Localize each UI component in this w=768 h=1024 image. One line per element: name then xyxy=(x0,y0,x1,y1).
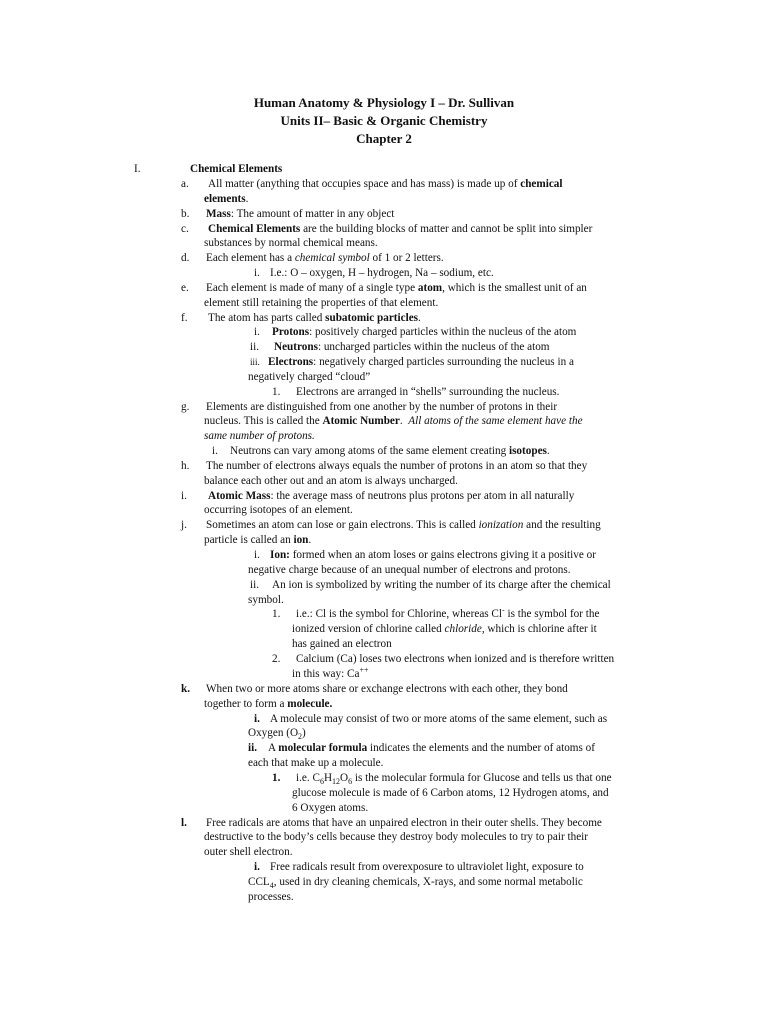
item-b-text: Mass: The amount of matter in any object xyxy=(206,208,395,220)
item-d-i-text: I.e.: O – oxygen, H – hydrogen, Na – sodium, etc. xyxy=(270,267,494,279)
item-c-line2: substances by normal chemical means. xyxy=(204,237,378,249)
section-title: Chemical Elements xyxy=(190,163,283,175)
item-e-line1: Each element is made of many of a single type atom, which is the smallest unit of an xyxy=(206,282,587,294)
item-j-2-line2: in this way: Ca++ xyxy=(292,665,369,680)
item-k-i-line1: A molecule may consist of two or more atoms of the same element, such as xyxy=(270,713,608,725)
item-k-i-line2: Oxygen $(O_2)$ xyxy=(248,727,306,742)
item-k-ii-line2: each that make up a molecule. xyxy=(248,757,384,769)
item-i-line1: Atomic Mass: the average mass of neutrons plus protons per atom in all naturally xyxy=(208,490,575,502)
item-k-1-line1: i.e. $C_6H_{12}O_6$ is the molecular formula for Glucose and tells us that one xyxy=(296,772,612,787)
item-h-line1: The number of electrons always equals the number of protons in an atom so that they xyxy=(206,460,588,472)
item-l-i-line1: Free radicals result from overexposure to ultraviolet light, exposure to xyxy=(270,861,584,873)
item-f-iii-line1: Electrons: negatively charged particles surrounding the nucleus in a xyxy=(268,356,574,368)
item-j-ii-line2: symbol. xyxy=(248,594,284,606)
item-j-2-label: 2. xyxy=(272,653,281,665)
item-g-line1: Elements are distinguished from one another by the number of protons in their xyxy=(206,401,558,413)
item-f-iii-line2: negatively charged “cloud” xyxy=(248,371,371,383)
item-e-label: e. xyxy=(181,282,189,294)
item-k-ii-label: ii. xyxy=(248,742,258,754)
item-f-text: The atom has parts called subatomic particles. xyxy=(208,312,421,324)
item-k-ii-line1: A molecular formula indicates the elements and the number of atoms of xyxy=(268,742,595,754)
item-l-line1: Free radicals are atoms that have an unpaired electron in their outer shells. They become xyxy=(206,817,602,829)
item-j-1-line3: has gained an electron xyxy=(292,638,392,650)
item-j-ii-line1: An ion is symbolized by writing the number of its charge after the chemical xyxy=(272,579,611,591)
item-k-1-line2: glucose molecule is made of 6 Carbon atoms, 12 Hydrogen atoms, and xyxy=(292,787,609,799)
item-f-1-text: Electrons are arranged in “shells” surrounding the nucleus. xyxy=(296,386,560,398)
item-j-ii-label: ii. xyxy=(250,579,260,591)
item-f-1-label: 1. xyxy=(272,386,281,398)
item-j-1-label: 1. xyxy=(272,608,281,620)
item-j-2-line1: Calcium (Ca) loses two electrons when ionized and is therefore written xyxy=(296,653,615,665)
item-f-iii-label: iii. xyxy=(250,357,260,367)
doc-subtitle: Units II– Basic & Organic Chemistry xyxy=(280,113,488,128)
doc-title: Human Anatomy & Physiology I – Dr. Sullivan xyxy=(253,95,515,110)
item-k-line2: together to form a molecule. xyxy=(204,698,333,710)
item-g-i-text: Neutrons can vary among atoms of the same element creating isotopes. xyxy=(230,445,550,457)
item-a-line2: elements. xyxy=(204,193,249,205)
item-l-i-label: i. xyxy=(254,861,260,873)
item-l-line3: outer shell electron. xyxy=(204,846,293,858)
item-k-i-label: i. xyxy=(254,713,260,725)
item-j-i-line1: Ion: formed when an atom loses or gains electrons giving it a positive or xyxy=(270,549,596,561)
item-g-label: g. xyxy=(181,401,190,413)
item-j-label: j. xyxy=(181,519,187,531)
item-g-line3: same number of protons. xyxy=(204,430,315,442)
item-j-i-line2: negative charge because of an unequal number of electrons and protons. xyxy=(248,564,571,576)
item-j-line1: Sometimes an atom can lose or gain electrons. This is called ionization and the resulting xyxy=(206,519,601,531)
item-h-line2: balance each other out and an atom is always uncharged. xyxy=(204,475,458,487)
item-d-label: d. xyxy=(181,252,190,264)
item-f-ii-text: Neutrons: uncharged particles within the nucleus of the atom xyxy=(274,341,550,353)
item-k-1-label: 1. xyxy=(272,772,281,784)
section-label: I. xyxy=(134,163,141,175)
item-j-1-line1: i.e.: Cl is the symbol for Chlorine, whereas Cl- is the symbol for the xyxy=(296,605,600,620)
item-c-line1: Chemical Elements are the building blocks of matter and cannot be split into simpler xyxy=(208,223,593,235)
item-e-line2: element still retaining the properties of that element. xyxy=(204,297,439,309)
chapter-title: Chapter 2 xyxy=(356,131,412,146)
item-d-i-label: i. xyxy=(254,267,260,279)
item-c-label: c. xyxy=(181,223,189,235)
item-j-i-label: i. xyxy=(254,549,260,561)
item-f-ii-label: ii. xyxy=(250,341,260,353)
item-b-label: b. xyxy=(181,208,190,220)
item-k-label: k. xyxy=(181,683,191,695)
item-d-text: Each element has a chemical symbol of 1 or 2 letters. xyxy=(206,252,444,264)
item-a-line1: All matter (anything that occupies space and has mass) is made up of chemical xyxy=(208,178,563,190)
item-g-i-label: i. xyxy=(212,445,218,457)
item-k-1-line3: 6 Oxygen atoms. xyxy=(292,802,369,814)
item-f-i-text: Protons: positively charged particles within the nucleus of the atom xyxy=(272,326,577,338)
item-i-line2: occurring isotopes of an element. xyxy=(204,504,353,516)
item-a-label: a. xyxy=(181,178,189,190)
item-l-line2: destructive to the body’s cells because they destroy body molecules to try to pair their xyxy=(204,831,589,843)
item-l-i-line2: $CCL_4$, used in dry cleaning chemicals, X-rays, and some normal metabolic xyxy=(248,876,583,891)
item-i-label: i. xyxy=(181,490,187,502)
item-l-i-line3: processes. xyxy=(248,891,294,903)
item-l-label: l. xyxy=(181,817,187,829)
item-k-line1: When two or more atoms share or exchange electrons with each other, they bond xyxy=(206,683,568,695)
item-j-line2: particle is called an ion. xyxy=(204,534,312,546)
item-f-label: f. xyxy=(181,312,188,324)
item-f-i-label: i. xyxy=(254,326,260,338)
item-g-line2: nucleus. This is called the Atomic Number. All atoms of the same element have the xyxy=(204,415,583,427)
item-j-1-line2: ionized version of chlorine called chloride, which is chlorine after it xyxy=(292,623,597,635)
item-h-label: h. xyxy=(181,460,190,472)
